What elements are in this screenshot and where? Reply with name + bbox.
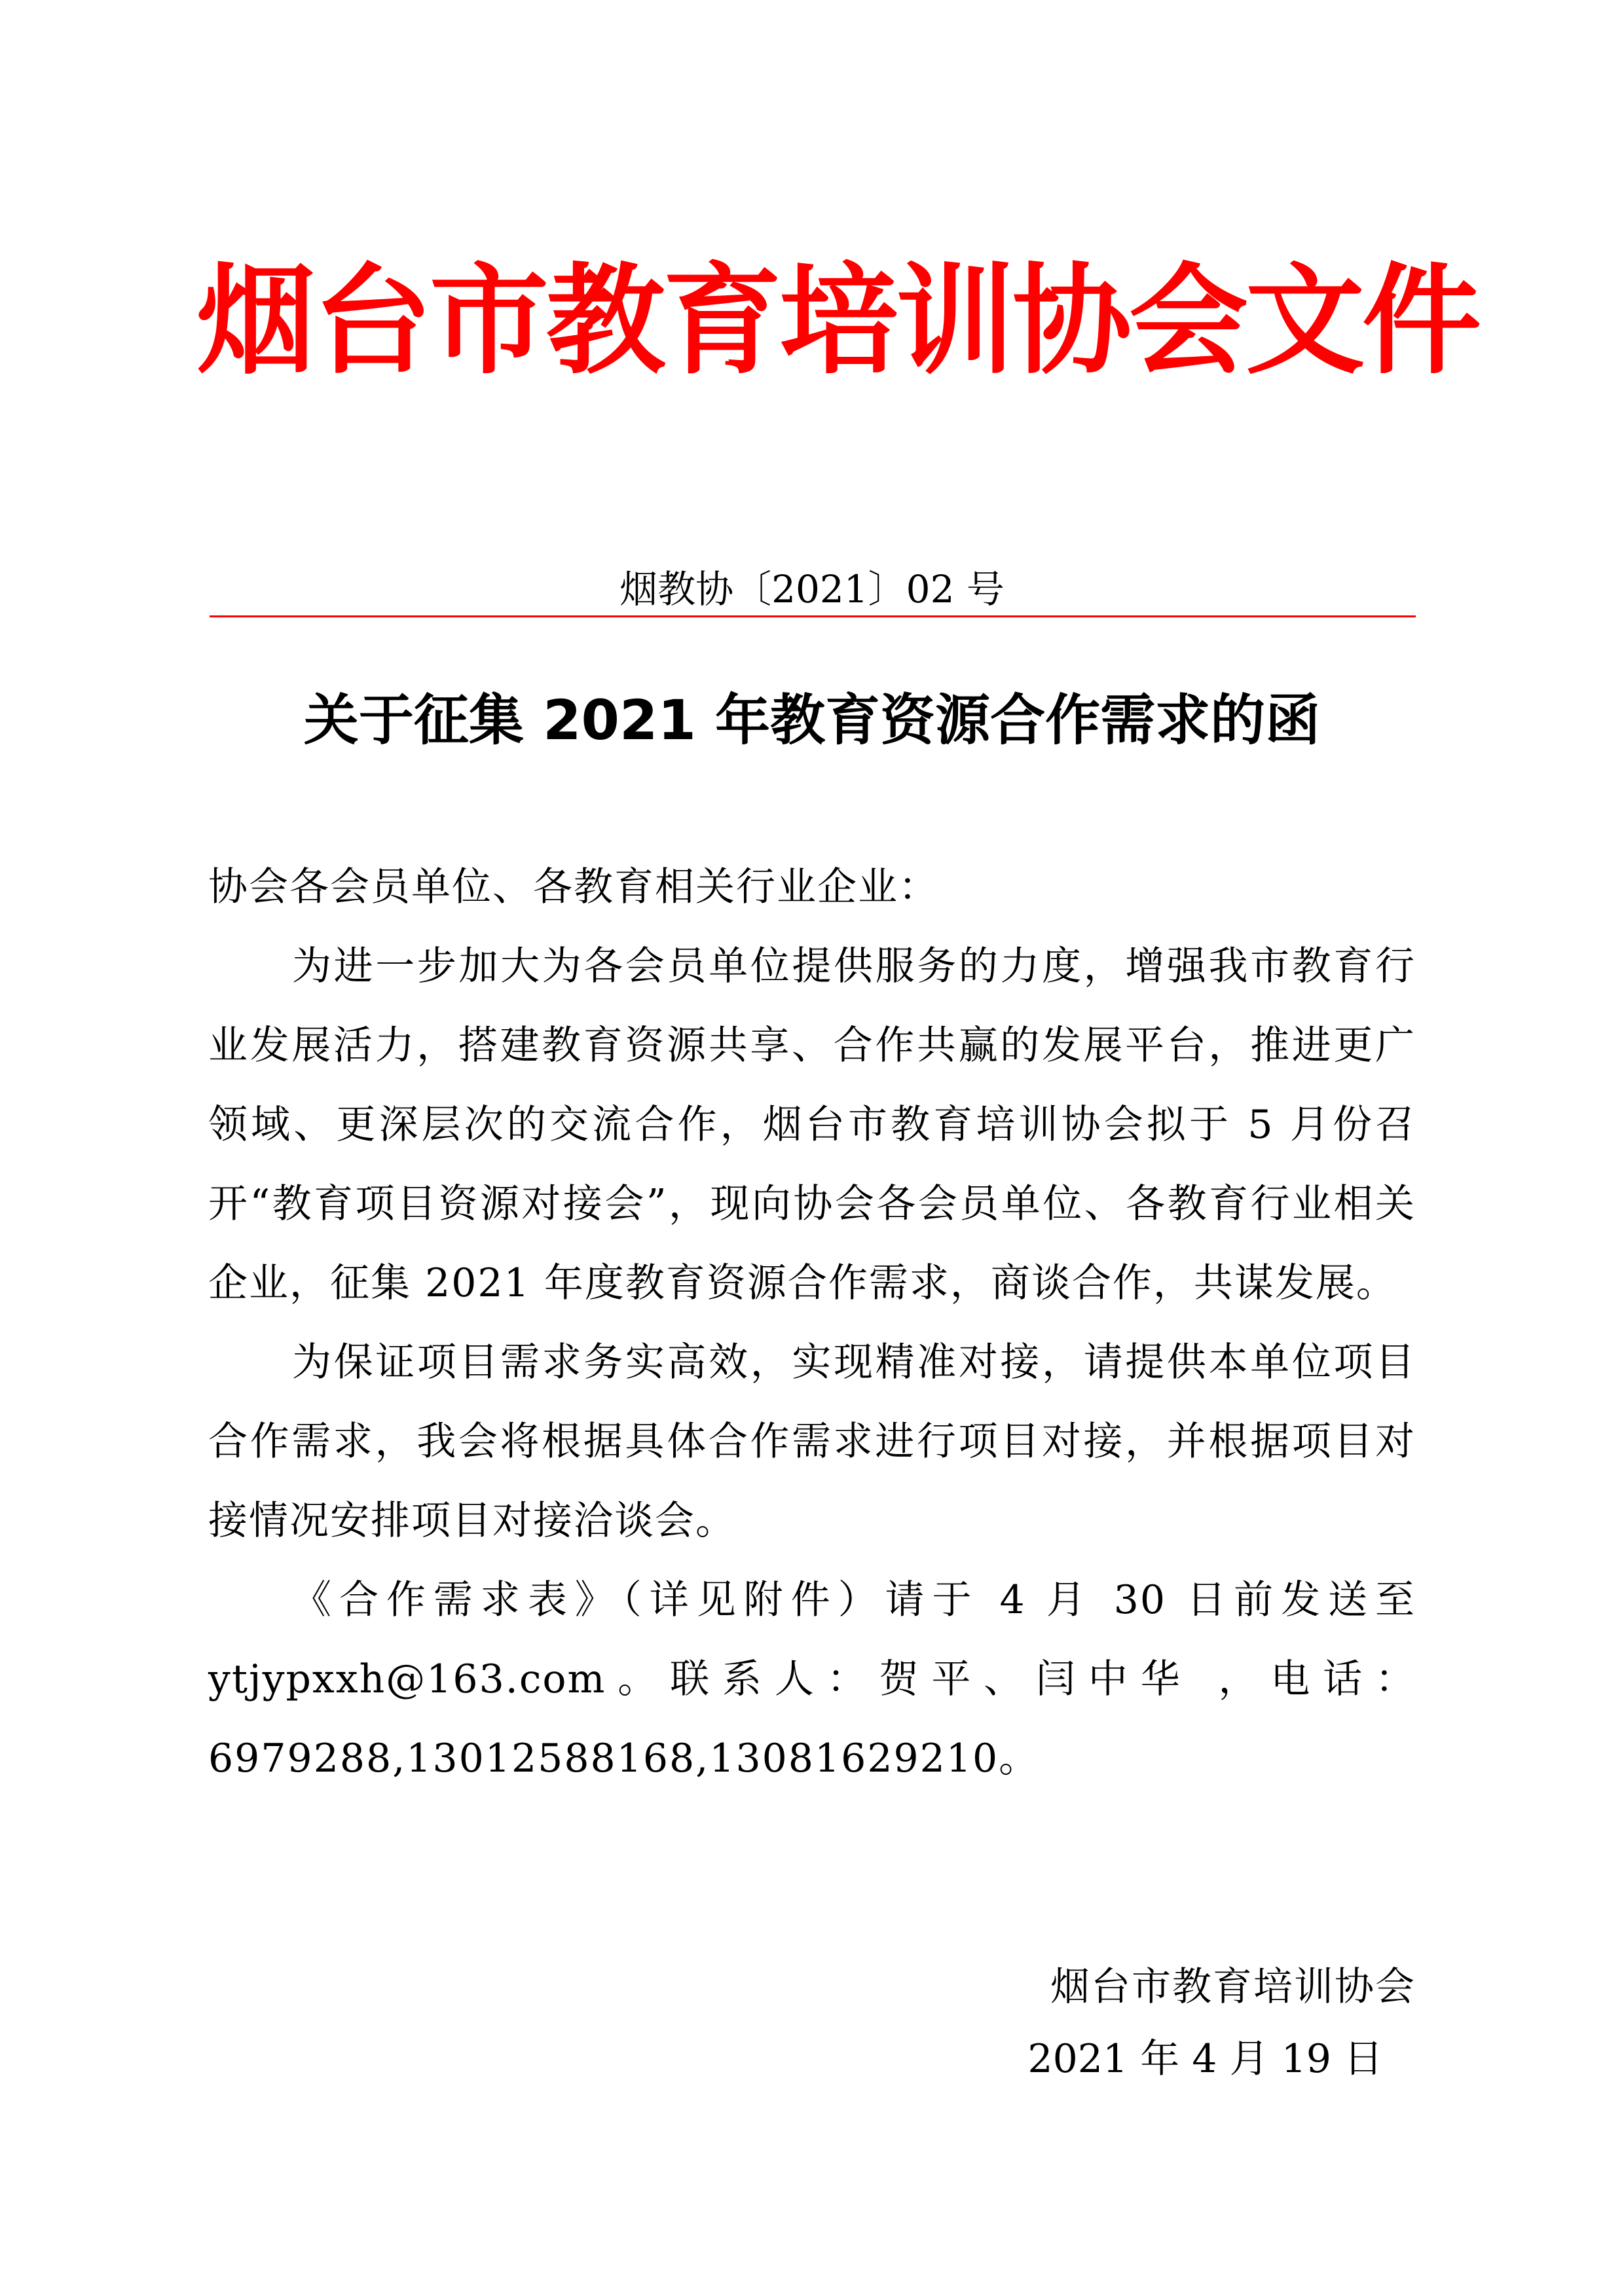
document-number: 烟教协〔2021〕02 号 (619, 567, 1005, 611)
signature-date: 2021 年 4 月 19 日 (1027, 2036, 1383, 2082)
letter-body (208, 848, 1416, 1798)
letter-title: 关于征集 2021 年教育资源合作需求的函 (303, 688, 1321, 752)
paragraph-purpose: 为进一步加大为各会员单位提供服务的力度，增强我市教育行业发展活力，搭建教育资源共享、合作共赢的发展平台，推进更广领域、更深层次的交流合作，烟台市教育培训协会拟于 5 月份召开“教育项目资源对接会”，现向协会各会员单位、各教育行业相关企业，征集 2021 年度教育资源合作需求，商谈合作，共谋发展。 (208, 943, 1416, 1306)
header-divider (210, 615, 1416, 617)
paragraph-contact: 《合作需求表》（详见附件）请于 4 月 30 日前发送至 ytjypxxh@163.com。联系人：贺平、闫中华 ，电话：6979288,13012588168,13081629210。 (208, 1577, 1416, 1781)
masthead-title: 烟台市教育培训协会文件 (196, 251, 1479, 390)
paragraph-requirements: 为保证项目需求务实高效，实现精准对接，请提供本单位项目合作需求，我会将根据具体合作需求进行项目对接，并根据项目对接情况安排项目对接洽谈会。 (208, 1339, 1416, 1544)
signature-organization: 烟台市教育培训协会 (1050, 1964, 1416, 2010)
salutation: 协会各会员单位、各教育相关行业企业： (208, 864, 939, 910)
